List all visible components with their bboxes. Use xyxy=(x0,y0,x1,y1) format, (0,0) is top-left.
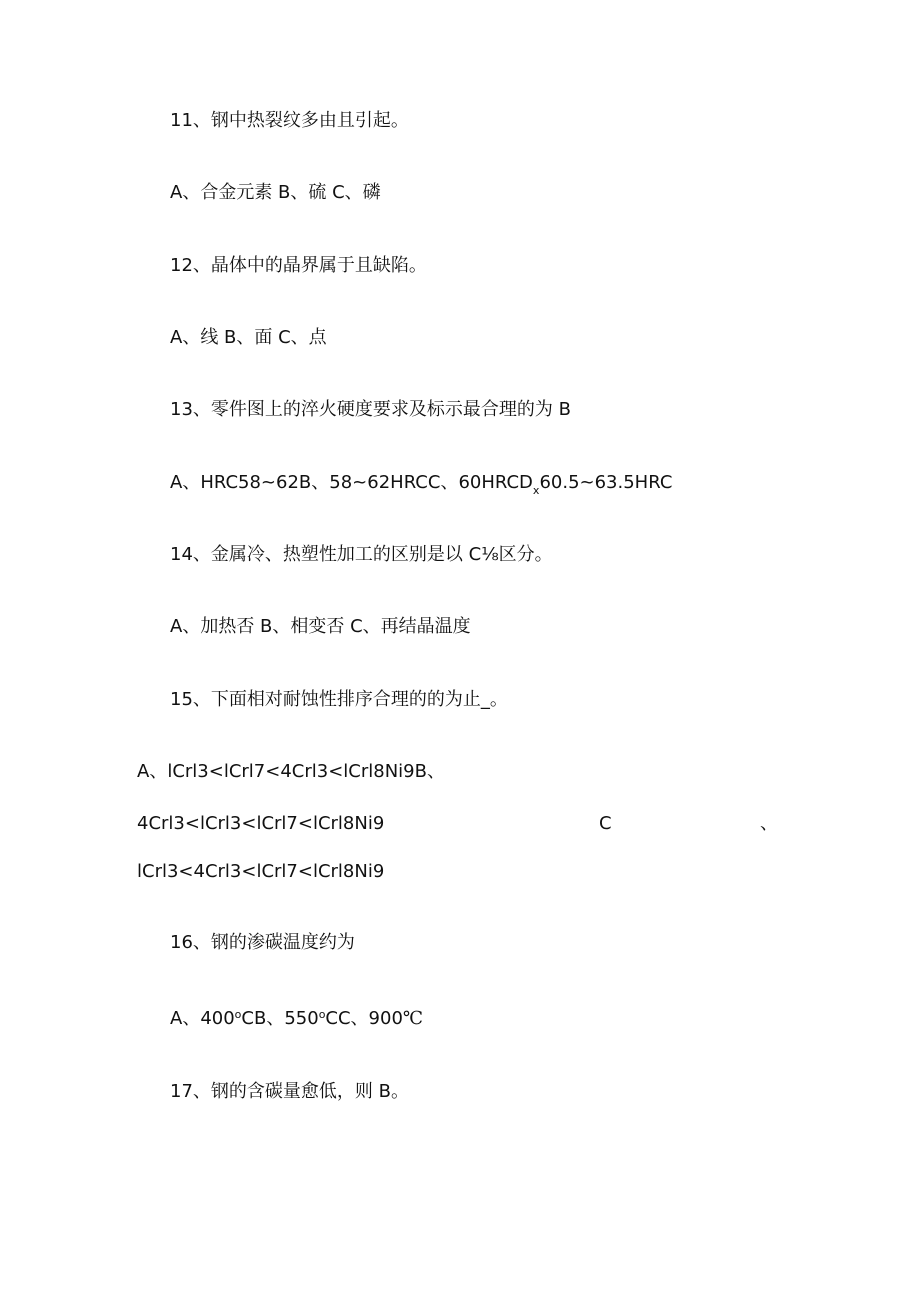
question-16-options xyxy=(170,1007,423,1033)
celsius-symbol: ℃ xyxy=(402,1008,424,1029)
question-15-options-line3: lCrl3<4Crl3<lCrl7<lCrl8Ni9 xyxy=(137,861,385,882)
question-15-stem: 15、下面相对耐蚀性排序合理的的为止_。 xyxy=(170,689,508,710)
question-13-options-part2: 60.5~63.5HRC xyxy=(539,472,673,493)
question-15-options-line1: A、lCrl3<lCrl7<4Crl3<lCrl8Ni9B、 xyxy=(137,761,445,782)
question-11-options: A、合金元素 B、硫 C、磷 xyxy=(170,182,381,203)
question-16-stem: 16、钢的渗碳温度约为 xyxy=(170,932,355,953)
question-15-separator: 、 xyxy=(760,813,778,834)
question-12-stem: 12、晶体中的晶界属于且缺陷。 xyxy=(170,255,427,276)
degree-mark: o xyxy=(234,1008,242,1021)
question-16-option-b: CB、550 xyxy=(241,1008,319,1029)
question-11-stem: 11、钢中热裂纹多由且引起。 xyxy=(170,110,409,131)
question-16-option-c: CC、900 xyxy=(325,1008,403,1029)
question-13-options xyxy=(170,471,672,497)
question-13-stem: 13、零件图上的淬火硬度要求及标示最合理的为 B xyxy=(170,399,571,420)
question-14-options: A、加热否 B、相变否 C、再结晶温度 xyxy=(170,616,471,637)
question-14-stem: 14、金属冷、热塑性加工的区别是以 C⅛区分。 xyxy=(170,544,553,565)
question-13-options-part1: A、HRC58~62B、58~62HRCC、60HRCD xyxy=(170,472,533,493)
question-12-options: A、线 B、面 C、点 xyxy=(170,327,327,348)
degree-mark: o xyxy=(318,1008,326,1021)
question-13-subscript: x xyxy=(532,484,540,497)
question-17-stem: 17、钢的含碳量愈低，则 B。 xyxy=(170,1081,409,1102)
question-16-option-a: A、400 xyxy=(170,1008,235,1029)
question-15-options-line2: 4Crl3<lCrl3<lCrl7<lCrl8Ni9 xyxy=(137,813,385,834)
question-15-option-c-label: C xyxy=(599,813,612,834)
